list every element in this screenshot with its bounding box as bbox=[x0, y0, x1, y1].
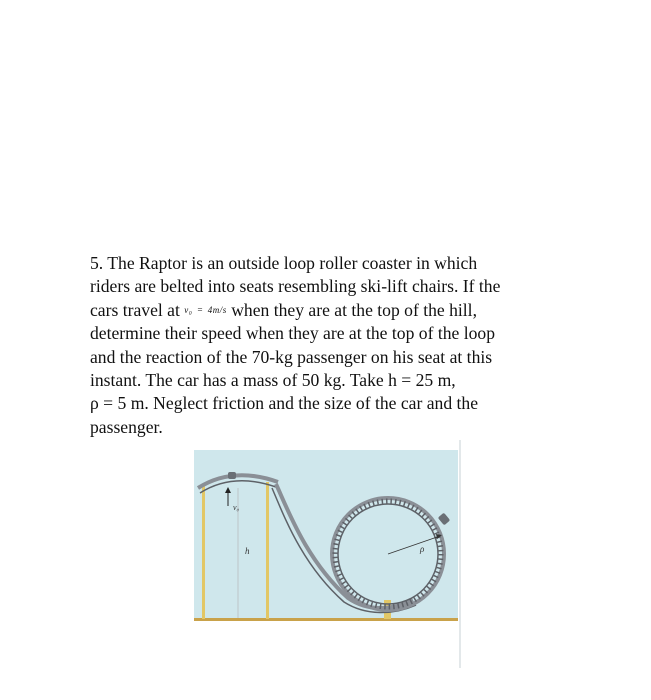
label-h: h bbox=[245, 546, 250, 556]
speed-value: 4m/s bbox=[207, 304, 227, 315]
v0-symbol: v₀ bbox=[184, 304, 193, 315]
pillar-middle bbox=[266, 482, 269, 619]
pillar-left bbox=[202, 486, 205, 619]
label-v0: v₀ bbox=[233, 503, 240, 512]
problem-line-2: riders are belted into seats resembling ski-lift chairs. If the bbox=[90, 276, 501, 297]
problem-line-1: 5. The Raptor is an outside loop roller coaster in which bbox=[90, 253, 478, 273]
ground bbox=[194, 618, 458, 621]
problem-statement bbox=[90, 252, 560, 439]
problem-line-4: determine their speed when they are at the top of the loop bbox=[90, 323, 495, 344]
hill-car bbox=[228, 472, 236, 479]
problem-number: 5. bbox=[90, 253, 104, 273]
problem-line-8: passenger. bbox=[90, 416, 163, 437]
roller-coaster-figure bbox=[188, 440, 468, 670]
equals-sign: = bbox=[196, 304, 204, 315]
problem-line-7: ρ = 5 m. Neglect friction and the size of the car and the bbox=[90, 393, 479, 414]
roller-coaster-diagram bbox=[188, 440, 468, 670]
problem-line-6: instant. The car has a mass of 50 kg. Take h = 25 m, bbox=[90, 370, 456, 391]
problem-line-5: and the reaction of the 70-kg passenger on his seat at this bbox=[90, 346, 493, 367]
problem-line-3: cars travel at v₀ = 4m/s when they are at the top of the hill, bbox=[90, 299, 477, 320]
label-rho: ρ bbox=[420, 544, 425, 554]
